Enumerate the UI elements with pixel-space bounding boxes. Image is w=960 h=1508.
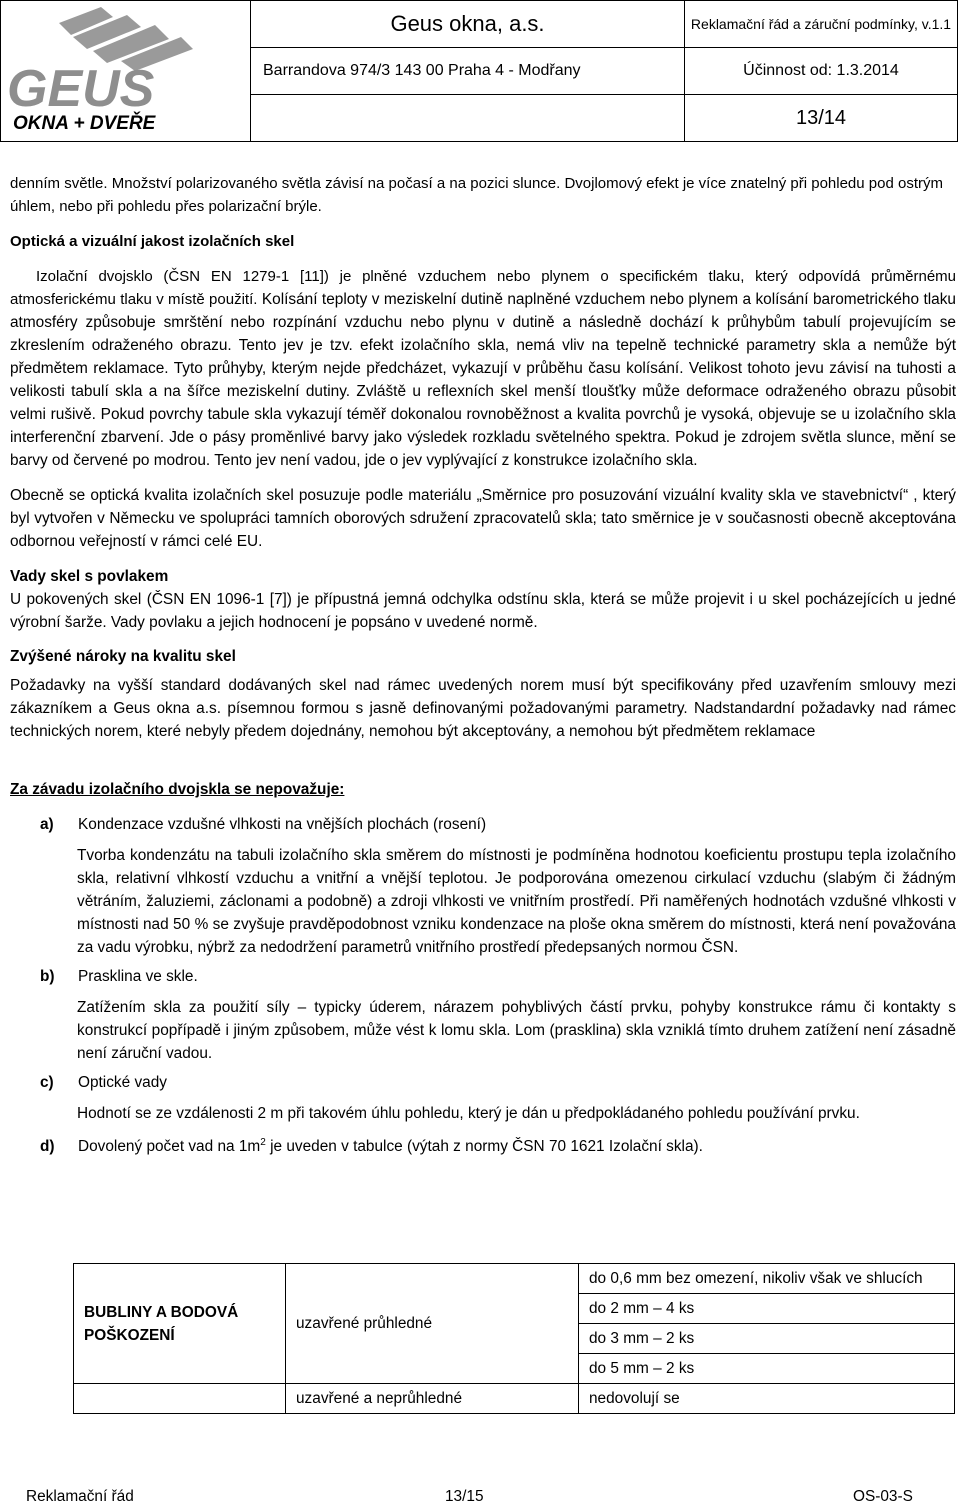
logo-graphic (1, 1, 250, 141)
effective-date: Účinnost od: 1.3.2014 (685, 48, 958, 95)
header-page-number: 13/14 (685, 95, 958, 142)
page-body (10, 172, 956, 1158)
table-type-2-value: nedovolují se (579, 1384, 955, 1414)
company-name: Geus okna, a.s. (251, 1, 685, 48)
optical-paragraph-1-start: Izolační dvojsklo (ČSN EN 1279-1 [11]) je plněné vzduchem nebo plynem o specifickém tlaku, který odpovídá průměrnému atmosferickému tlaku v místě použití. (10, 268, 956, 308)
item-d-superscript: 2 (260, 1137, 266, 1148)
item-a-label: a) (40, 816, 54, 833)
table-cell: do 2 mm – 4 ks (579, 1294, 955, 1324)
table-cell: do 5 mm – 2 ks (579, 1354, 955, 1384)
item-b-heading: Prasklina ve skle. (78, 968, 198, 985)
document-header (0, 0, 958, 142)
table-empty-cell (74, 1384, 286, 1414)
optical-paragraph-1-rest: Kolísání teploty v meziskelní dutině naplněné vzduchem nebo plynem a kolísání barometrického tlaku atmosféry způsobuje smrštění nebo rozpínání vzduchu nebo plynu v dutině a následně dochází k průhybům tabulí projevujícím se zkreslením odraženého obrazu. Tento jev je tzv. efekt izolačního skla, nemá vliv na tepelně technické parametry skla a nemůže být předmětem reklamace. Tyto průhyby, kterým nejde předcházet, vykazují v průběhu času kolísání. Velikost tohoto jevu závisí na tuhosti a velikosti tabulí skla a na šířce meziskelní dutiny. Zvláště u reflexních skel menší tloušťky může deformace odraženého obrazu působit velmi rušivě. Pokud povrchy tabule skla vykazují téměř dokonalou rovnoběžnost a kvalita povrchů je vysoká, objevuje se u izolačního skla interferenční zbarvení. Jde o pásy proměnlivé barvy jako výsledek rozkladu světelného spektra. Pokud je zdrojem světla slunce, mění se barvy od červené po modrou. Tento jev není vadou, jde o jev vyplývající z konstrukce izolačního skla. (10, 291, 956, 469)
logo-cell (1, 1, 251, 142)
item-b-text: Zatížením skla za použití síly – typicky úderem, nárazem pohyblivých částí prvku, pohyby konstrukce rámu či kontakty s konstrukcí popřípadě i jiným způsobem, může vést k lomu skla. Lom (prasklina) skla vzniklá tímto druhem zatížení není zásadně není záruční vadou. (77, 999, 956, 1062)
table-type-2: uzavřené a neprůhledné (286, 1384, 579, 1414)
not-defect-heading: Za závadu izolačního dvojskla se nepovažuje: (10, 781, 345, 798)
footer-left: Reklamační řád (26, 1488, 134, 1505)
table-category: BUBLINY A BODOVÁ POŠKOZENÍ (74, 1264, 286, 1384)
defect-table (73, 1263, 955, 1414)
optical-heading: Optická a vizuální jakost izolačních skel (10, 233, 295, 250)
optical-paragraph-2: Obecně se optická kvalita izolačních skel posuzuje podle materiálu „Směrnice pro posuzování vizuální kvality skla ve stavebnictví“ , který byl vytvořen v Německu ve spolupráci tamních oborových sdružení zpracovatelů skla; tato směrnice je v současnosti obecně akceptována odbornou veřejností v rámci celé EU. (10, 487, 956, 550)
table-row (74, 1384, 955, 1414)
item-b-title (10, 965, 956, 988)
table-cell: do 3 mm – 2 ks (579, 1324, 955, 1354)
footer-doc-code: OS-03-S (853, 1488, 913, 1505)
company-address: Barrandova 974/3 143 00 Praha 4 - Modřany (251, 48, 685, 95)
logo-subtext: OKNA + DVEŘE (13, 113, 156, 134)
company-logo (1, 1, 250, 141)
item-d-text-after: je uveden v tabulce (výtah z normy ČSN 70 1621 Izolační skla). (265, 1138, 703, 1156)
table-cell: do 0,6 mm bez omezení, nikoliv však ve shlucích (579, 1264, 955, 1294)
quality-heading: Zvýšené nároky na kvalitu skel (10, 648, 236, 665)
item-d-label: d) (40, 1138, 55, 1156)
item-c-text: Hodnotí se ze vzdálenosti 2 m při takovém úhlu pohledu, který je dán u předpokládaného pohledu používání prvku. (77, 1105, 860, 1122)
coated-text: U pokovených skel (ČSN EN 1096-1 [7]) je přípustná jemná odchylka odstínu skla, která se může projevit i u skel pocházejících u jedné výrobní šarže. Vady povlaku a jejich hodnocení je popsáno v uvedené normě. (10, 591, 956, 631)
item-b-label: b) (40, 968, 55, 985)
item-a-text: Tvorba kondenzátu na tabuli izolačního skla směrem do místnosti je podmíněna hodnotou koeficientu prostupu tepla izolačního skla, relativní vlhkostí vzduchu a vnitřní a vnější teplotou. Je podporována omezenou cirkulací vzduchu (slabým či žádným větráním, žaluziemi, záclonami a podobně) a zdroji vlhkosti ve vnitřním prostředí. Při naměřených hodnotách vzdušné vlhkosti v místnosti nad 50 % se zvyšuje pravděpodobnost vzniku kondenzace na ploše okna směrem do místnosti, která není považována za vadu výrobku, nýbrž za nedodržení parametrů vnitřního prostředí předepsaných normou ČSN. (77, 847, 956, 956)
item-c-title (10, 1071, 956, 1094)
item-d (10, 1131, 956, 1158)
logo-text: GEUS (7, 60, 155, 118)
table-row (74, 1264, 955, 1294)
footer-page-number: 13/15 (445, 1488, 484, 1505)
optical-paragraph-1 (10, 265, 956, 472)
document-title: Reklamační řád a záruční podmínky, v.1.1 (685, 1, 958, 48)
header-empty-cell (251, 95, 685, 142)
item-c-heading: Optické vady (78, 1074, 167, 1091)
quality-text: Požadavky na vyšší standard dodávaných skel nad rámec uvedených norem musí být specifikovány před uzavřením smlouvy mezi zákazníkem a Geus okna a.s. písemnou formou s jasně definovanými požadovanými parametry. Nadstandardní požadavky nad rámec technických norem, které nebyly předem dojednány, nemohou být akceptovány, a nemohou být předmětem reklamace (10, 677, 956, 740)
item-a-title (10, 813, 956, 836)
table-type-1: uzavřené průhledné (286, 1264, 579, 1384)
coated-heading: Vady skel s povlakem (10, 568, 169, 585)
item-a-heading: Kondenzace vzdušné vlhkosti na vnějších plochách (rosení) (78, 816, 487, 833)
item-d-text-before: Dovolený počet vad na 1m (78, 1138, 261, 1156)
item-c-label: c) (40, 1074, 54, 1091)
intro-paragraph: denním světle. Množství polarizovaného světla závisí na počasí a na pozici slunce. Dvojlomový efekt je více znatelný při pohledu pod ostrým úhlem, nebo při pohledu přes polarizační brýle. (10, 175, 943, 215)
